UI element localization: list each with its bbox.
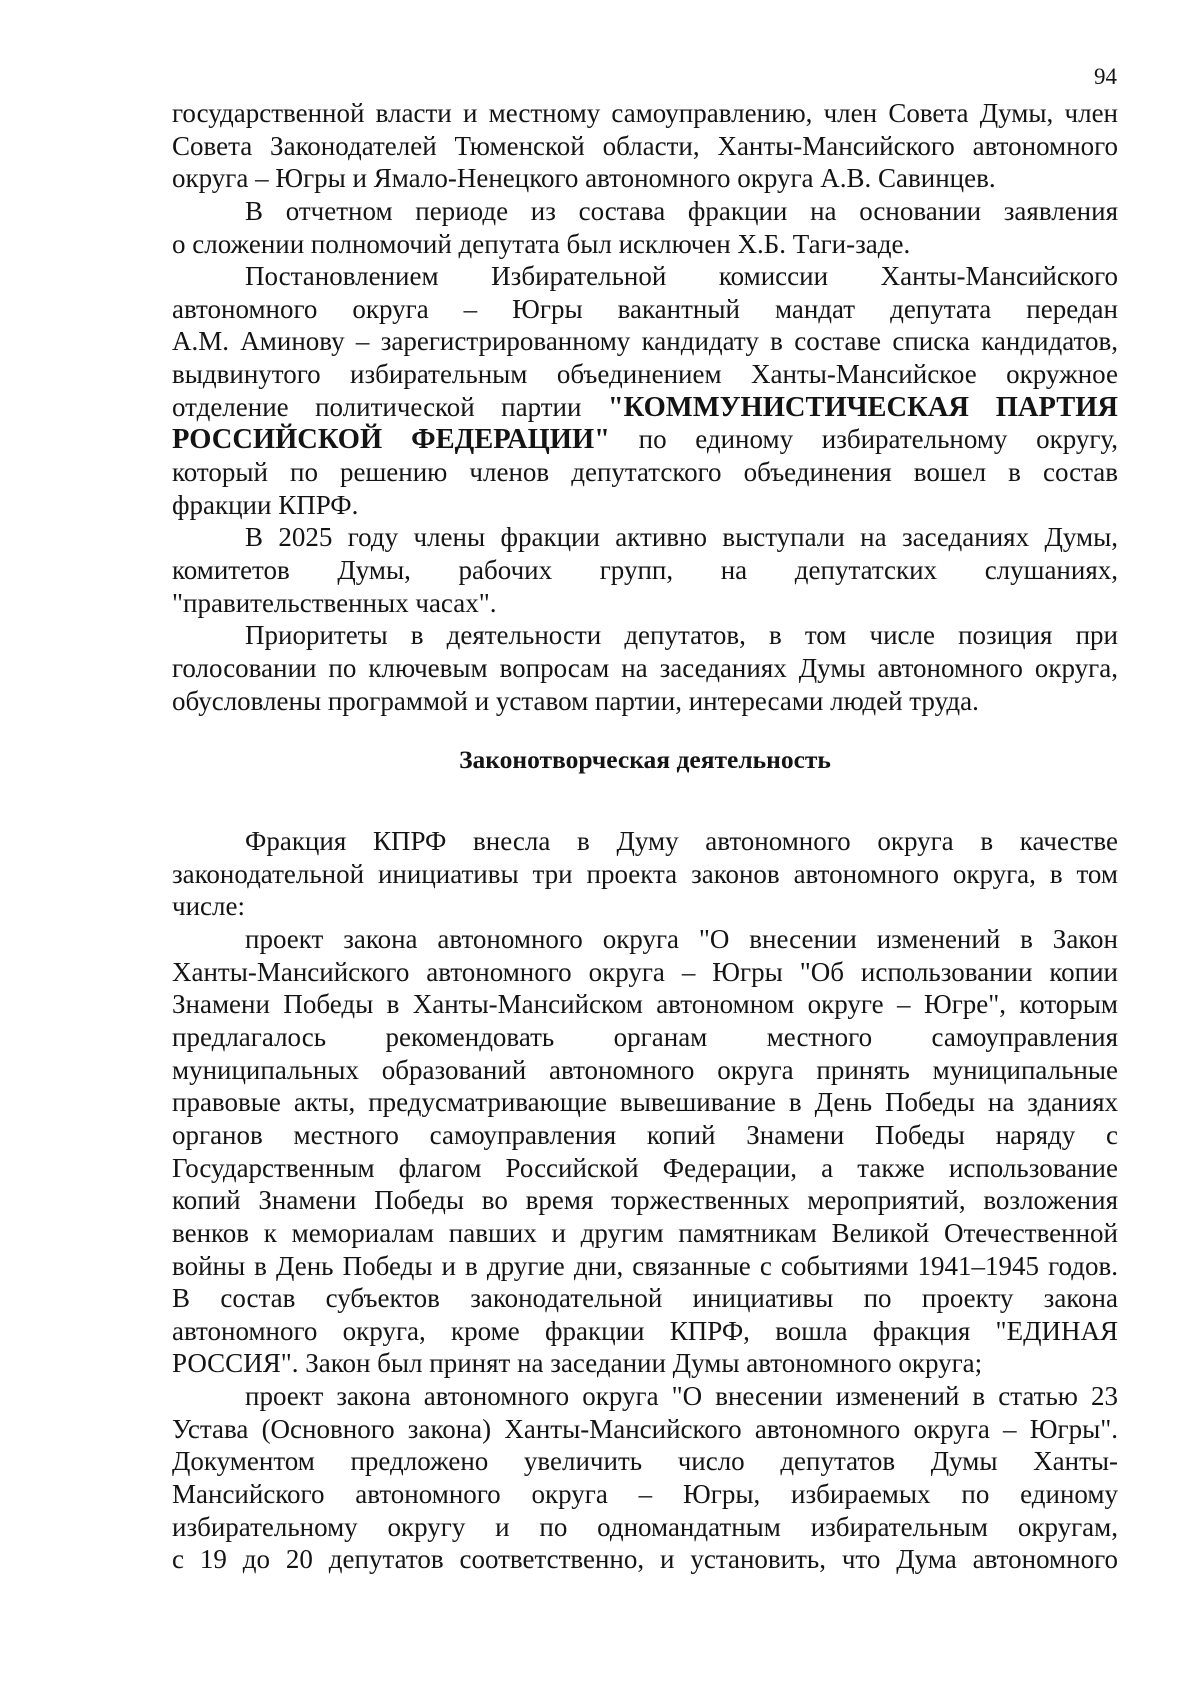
text-block-2 <box>172 456 1118 717</box>
text-line: Совета Законодателей Тюменской области, Ханты-Мансийского автономного <box>172 130 1118 161</box>
text-line-party-2 <box>172 423 1118 456</box>
text-line: Документом предложено увеличить число депутатов Думы Ханты- <box>172 1446 1118 1477</box>
text-line: проект закона автономного округа "О внесении изменений в статью 23 <box>245 1381 1118 1412</box>
text-line: законодательной инициативы три проекта законов автономного округа, в том <box>172 858 1118 889</box>
text-line: голосовании по ключевым вопросам на заседаниях Думы автономного округа, <box>172 652 1118 683</box>
text-line: округа – Югры и Ямало-Ненецкого автономного округа А.В. Савинцев. <box>172 163 996 194</box>
text-line: избирательному округу и по одномандатным избирательным округам, <box>172 1511 1118 1542</box>
text-line: фракции КПРФ. <box>172 489 359 520</box>
text-line: автономного округа, кроме фракции КПРФ, вошла фракция "ЕДИНАЯ <box>172 1315 1118 1346</box>
text-line: "правительственных часах". <box>172 587 497 618</box>
text-block-1 <box>172 97 1118 391</box>
text-line: А.М. Аминову – зарегистрированному кандидату в составе списка кандидатов, <box>172 326 1118 357</box>
text-line: органов местного самоуправления копий Знамени Победы наряду с <box>172 1119 1118 1150</box>
text-line: выдвинутого избирательным объединением Ханты-Мансийское окружное <box>172 359 1118 390</box>
text-line: комитетов Думы, рабочих групп, на депутатских слушаниях, <box>172 554 1118 585</box>
party-name-part-2: РОССИЙСКОЙ ФЕДЕРАЦИИ" <box>172 424 610 456</box>
text-line: Мансийского автономного округа – Югры, избираемых по единому <box>172 1478 1118 1509</box>
text-line: копий Знамени Победы во время торжественных мероприятий, возложения <box>172 1185 1118 1216</box>
text-line: обусловлены программой и уставом партии, интересами людей труда. <box>172 685 979 716</box>
text-line: числе: <box>172 891 245 922</box>
party-line-prefix: отделение политической партии <box>172 391 582 422</box>
text-line: Фракция КПРФ внесла в Думу автономного округа в качестве <box>245 826 1118 857</box>
text-block-3 <box>172 825 1118 1576</box>
text-line: В отчетном периоде из состава фракции на основании заявления <box>245 195 1118 226</box>
text-line: Государственным флагом Российской Федерации, а также использование <box>172 1152 1118 1183</box>
text-line: Приоритеты в деятельности депутатов, в том числе позиция при <box>245 620 1118 651</box>
section-heading: Законотворческая деятельность <box>459 745 831 775</box>
text-line: проект закона автономного округа "О внесении изменений в Закон <box>245 924 1118 955</box>
text-line: Ханты-Мансийского автономного округа – Югры "Об использовании копии <box>172 956 1118 987</box>
text-line: Устава (Основного закона) Ханты-Мансийского автономного округа – Югры". <box>172 1413 1118 1444</box>
text-line: В состав субъектов законодательной инициативы по проекту закона <box>172 1283 1118 1314</box>
text-line: войны в День Победы и в другие дни, связанные с событиями 1941–1945 годов. <box>172 1250 1118 1281</box>
text-line: РОССИЯ". Закон был принят на заседании Думы автономного округа; <box>172 1348 983 1379</box>
text-line: автономного округа – Югры вакантный мандат депутата передан <box>172 293 1118 324</box>
text-line: предлагалось рекомендовать органам местного самоуправления <box>172 1022 1118 1053</box>
text-line: с 19 до 20 депутатов соответственно, и установить, что Дума автономного <box>172 1544 1118 1575</box>
party-line-suffix: по единому избирательному округу, <box>638 424 1118 455</box>
text-line: В 2025 году члены фракции активно выступали на заседаниях Думы, <box>245 522 1118 553</box>
text-line: государственной власти и местному самоуправлению, член Совета Думы, член <box>172 98 1118 128</box>
text-line-party-1 <box>172 391 1118 424</box>
text-line: Постановлением Избирательной комиссии Ханты-Мансийского <box>245 261 1118 292</box>
text-line: Знамени Победы в Ханты-Мансийском автономном округе – Югре", которым <box>172 989 1118 1020</box>
text-line: который по решению членов депутатского объединения вошел в состав <box>172 457 1118 488</box>
page-number: 94 <box>1094 64 1117 89</box>
text-line: муниципальных образований автономного округа принять муниципальные <box>172 1054 1118 1085</box>
text-line: правовые акты, предусматривающие вывешивание в День Победы на зданиях <box>172 1087 1118 1118</box>
document-body <box>172 97 1118 1576</box>
party-name-part-1: "КОММУНИСТИЧЕСКАЯ ПАРТИЯ <box>607 391 1119 423</box>
text-line: венков к мемориалам павших и другим памятникам Великой Отечественной <box>172 1217 1118 1248</box>
text-line: о сложении полномочий депутата был исключен Х.Б. Таги-заде. <box>172 228 911 259</box>
